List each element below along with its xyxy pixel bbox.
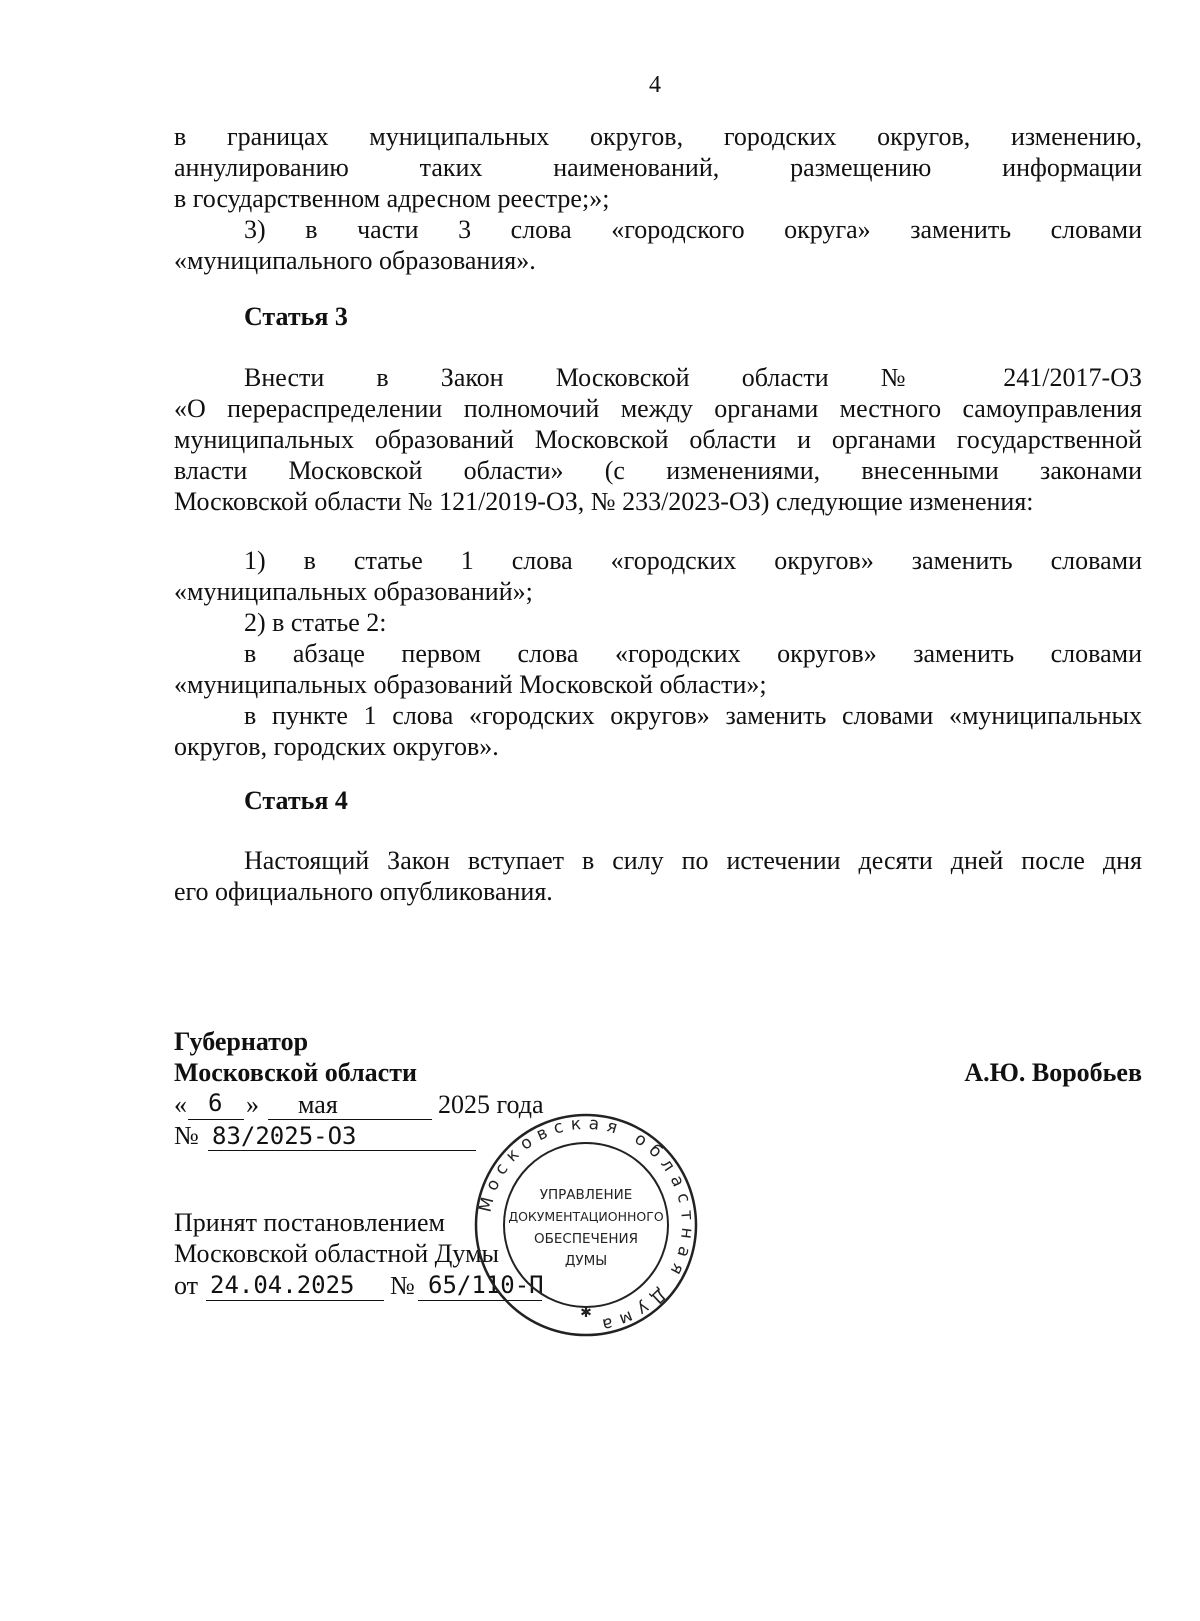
stamp-inner-ring bbox=[504, 1143, 668, 1307]
continuation-line-1: в границах муниципальных округов, городских округов, изменению, bbox=[174, 122, 1142, 151]
law-number-underline bbox=[208, 1150, 476, 1151]
date-day: 6 bbox=[208, 1089, 223, 1117]
article-4-line-2: его официального опубликования. bbox=[174, 877, 553, 906]
adopted-line-1: Принят постановлением bbox=[174, 1208, 445, 1237]
article-4-paragraph bbox=[174, 845, 1142, 907]
item-3-line-1: 3) в части 3 слова «городского округа» заменить словами bbox=[244, 215, 1142, 244]
adopted-line-2: Московской областной Думы bbox=[174, 1239, 499, 1268]
article-4-heading: Статья 4 bbox=[244, 786, 348, 815]
article-3-items bbox=[174, 545, 1142, 762]
article-3-heading: Статья 3 bbox=[244, 302, 348, 331]
article-3-item-2b-line-2: округов, городских округов». bbox=[174, 732, 499, 761]
adopted-number-prefix: № bbox=[390, 1271, 415, 1300]
continuation-block bbox=[174, 121, 1142, 276]
signer-title-line-1: Губернатор bbox=[174, 1027, 309, 1056]
page-number: 4 bbox=[649, 72, 661, 98]
date-month-underline bbox=[268, 1119, 432, 1120]
stamp-center-line-1: УПРАВЛЕНИЕ bbox=[539, 1187, 633, 1203]
date-year: 2025 года bbox=[438, 1090, 544, 1119]
article-3-line-2: «О перераспределении полномочий между органами местного самоуправления bbox=[174, 394, 1142, 423]
signer-name: А.Ю. Воробьев bbox=[964, 1058, 1142, 1087]
adopted-date-underline bbox=[206, 1300, 384, 1301]
adopted-from-label: от bbox=[174, 1271, 199, 1300]
article-4-line-1: Настоящий Закон вступает в силу по истечении десяти дней после дня bbox=[244, 846, 1142, 875]
article-3-item-2a-line-2: «муниципальных образований Московской области»; bbox=[174, 670, 767, 699]
article-3-paragraph bbox=[174, 362, 1142, 517]
article-3-item-1-line-2: «муниципальных образований»; bbox=[174, 577, 533, 606]
law-number: 83/2025-ОЗ bbox=[212, 1122, 357, 1150]
official-seal-stamp bbox=[472, 1111, 700, 1339]
article-3-item-2b-line-1: в пункте 1 слова «городских округов» заменить словами «муниципальных bbox=[244, 701, 1142, 730]
article-3-item-1-line-1: 1) в статье 1 слова «городских округов» заменить словами bbox=[244, 546, 1142, 575]
article-3-line-4: власти Московской области» (с изменениями, внесенными законами bbox=[174, 456, 1142, 485]
article-3-line-1: Внести в Закон Московской области № 241/2017-ОЗ bbox=[244, 363, 1142, 392]
adopted-date: 24.04.2025 bbox=[210, 1271, 355, 1299]
article-3-item-2: 2) в статье 2: bbox=[244, 608, 387, 637]
stamp-center-line-2: ДОКУМЕНТАЦИОННОГО bbox=[508, 1209, 664, 1224]
article-3-item-2a-line-1: в абзаце первом слова «городских округов» заменить словами bbox=[244, 639, 1142, 668]
adopted-number: 65/110-П bbox=[428, 1271, 544, 1299]
date-close-quote: » bbox=[246, 1090, 259, 1119]
article-3-line-5: Московской области № 121/2019-ОЗ, № 233/2023-ОЗ) следующие изменения: bbox=[174, 487, 1034, 516]
stamp-center-line-4: ДУМЫ bbox=[564, 1253, 608, 1269]
star-icon: ✱ bbox=[580, 1305, 592, 1321]
signer-title-line-2: Московской области bbox=[174, 1058, 417, 1087]
item-3-line-2: «муниципального образования». bbox=[174, 246, 536, 275]
continuation-line-3: в государственном адресном реестре;»; bbox=[174, 184, 610, 213]
date-open-quote: « bbox=[174, 1090, 187, 1119]
law-number-prefix: № bbox=[174, 1121, 199, 1150]
continuation-line-2: аннулированию таких наименований, размещению информации bbox=[174, 153, 1142, 182]
article-3-line-3: муниципальных образований Московской области и органами государственной bbox=[174, 425, 1142, 454]
stamp-center-line-3: ОБЕСПЕЧЕНИЯ bbox=[534, 1231, 638, 1247]
date-month: мая bbox=[298, 1090, 338, 1119]
stamp-ring-text: Московская областная Дума bbox=[475, 1113, 698, 1336]
